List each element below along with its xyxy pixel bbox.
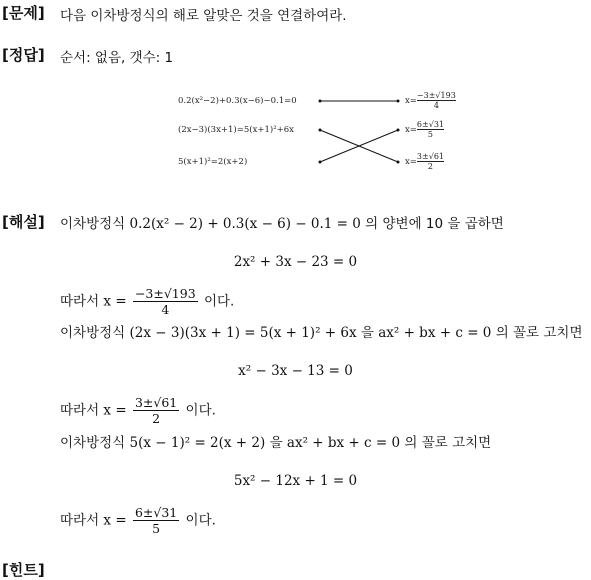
right-solution-3-prefix: x= [405, 157, 417, 167]
solution-line-6-suffix: 이다. [185, 512, 216, 529]
problem-label: [문제] [2, 4, 45, 22]
solution-line-1 [60, 212, 504, 232]
solution-line-4-suffix: 이다. [185, 402, 216, 419]
solution-line-2-num: −3±√193 [134, 286, 196, 301]
solution-line-6-prefix: 따라서 [60, 512, 100, 529]
problem-text: 다음 이차방정식의 해로 알맞은 것을 연결하여라. [60, 8, 347, 24]
right-solution-2-num: 6±√31 [416, 120, 444, 129]
solution-line-2-suffix: 이다. [203, 293, 235, 310]
right-solution-1-num: −3±√193 [416, 91, 456, 100]
left-dot-2 [319, 129, 322, 132]
solution-line-2 [60, 286, 234, 317]
right-solution-3 [405, 152, 444, 171]
solution-line-4-num: 3±√61 [134, 395, 178, 410]
left-dot-1 [319, 100, 322, 103]
solution-line-3-suffix: 의 꼴로 고치면 [495, 325, 583, 341]
hint-label: [힌트] [2, 561, 45, 579]
solution-line-3-equation: (2x − 3)(3x + 1) = 5(x + 1)² + 6x [129, 325, 357, 341]
left-equation-1: 0.2(x²−2)+0.3(x−6)−0.1=0 [178, 96, 297, 106]
solution-line-1-equation: 0.2(x² − 2) + 0.3(x − 6) − 0.1 = 0 [129, 216, 361, 232]
right-solution-1-prefix: x= [405, 96, 417, 106]
answer-label: [정답] [2, 46, 45, 64]
solution-label: [해설] [2, 213, 45, 231]
solution-line-1-prefix: 이차방정식 [60, 216, 126, 232]
solution-line-6-fraction [133, 505, 179, 536]
solution-line-5-suffix: 의 꼴로 고치면 [404, 435, 492, 451]
equation-3: 5x² − 12x + 1 = 0 [233, 473, 358, 489]
solution-line-4 [60, 395, 216, 426]
solution-line-6-den: 5 [152, 521, 161, 536]
answer-text: 순서: 없음, 갯수: 1 [60, 50, 174, 66]
solution-line-5 [60, 431, 491, 451]
right-solution-1 [405, 91, 456, 110]
solution-line-5-equation: 5(x − 1)² = 2(x + 2) [129, 435, 266, 451]
right-dot-2 [397, 129, 400, 132]
right-dot-1 [397, 100, 400, 103]
solution-line-4-prefix: 따라서 [60, 402, 100, 419]
left-equation-2: (2x−3)(3x+1)=5(x+1)²+6x [178, 125, 294, 135]
solution-line-3-form: ax² + bx + c = 0 [378, 325, 492, 341]
solution-line-2-prefix: 따라서 [60, 293, 100, 310]
solution-line-4-den: 2 [152, 411, 161, 426]
solution-line-6-x: x = [103, 512, 127, 529]
solution-line-1-suffix: 의 양변에 10 을 곱하면 [365, 216, 504, 232]
right-solution-3-den: 2 [427, 162, 433, 171]
left-equation-3: 5(x+1)²=2(x+2) [178, 157, 248, 167]
solution-line-6 [60, 505, 216, 536]
right-solution-1-den: 4 [433, 101, 439, 110]
solution-line-5-particle: 을 [269, 435, 283, 451]
right-solution-2 [405, 120, 444, 139]
solution-line-2-den: 4 [161, 302, 170, 317]
solution-line-4-x: x = [103, 402, 127, 419]
right-solution-2-prefix: x= [405, 125, 417, 135]
solution-line-2-x: x = [103, 293, 127, 310]
left-dot-3 [319, 161, 322, 164]
solution-line-2-fraction [133, 286, 198, 317]
right-dot-3 [397, 161, 400, 164]
solution-line-5-form: ax² + bx + c = 0 [286, 435, 401, 451]
right-solution-3-num: 3±√61 [416, 152, 444, 161]
equation-2: x² − 3x − 13 = 0 [238, 363, 353, 379]
equation-1: 2x² + 3x − 23 = 0 [233, 254, 358, 270]
solution-line-4-fraction [133, 395, 179, 426]
solution-line-5-prefix: 이차방정식 [60, 435, 126, 451]
solution-line-3-particle: 을 [360, 325, 374, 341]
solution-line-6-num: 6±√31 [134, 505, 178, 520]
right-solution-2-den: 5 [427, 130, 433, 139]
solution-line-3 [60, 321, 583, 341]
solution-line-3-prefix: 이차방정식 [60, 325, 126, 341]
